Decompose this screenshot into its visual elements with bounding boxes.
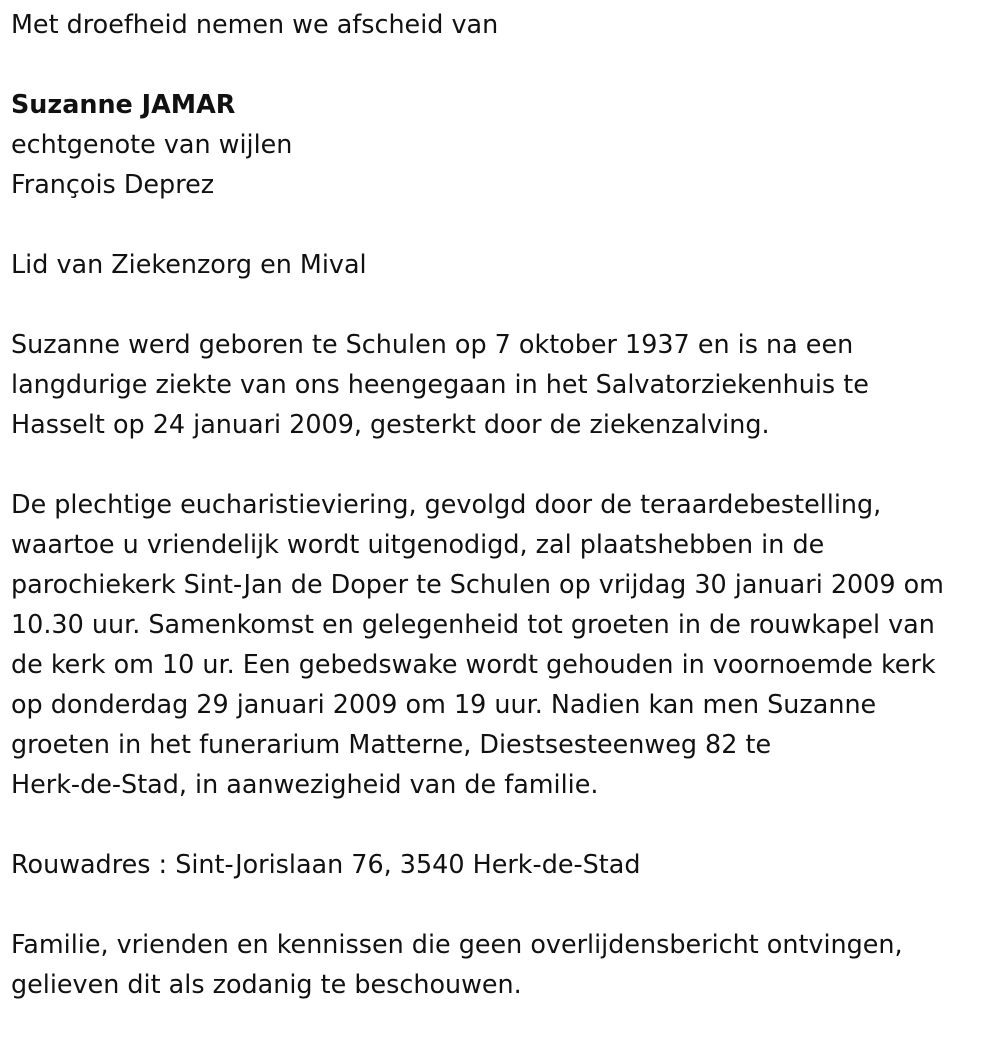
spacer: [11, 205, 996, 245]
ceremony-line: 10.30 uur. Samenkomst en gelegenheid tot groeten in de rouwkapel van: [11, 610, 935, 640]
ceremony-line: groeten in het funerarium Matterne, Diestsesteenweg 82 te: [11, 730, 772, 760]
ceremony-line: waartoe u vriendelijk wordt uitgenodigd, zal plaatshebben in de: [11, 530, 825, 560]
ceremony-line: op donderdag 29 januari 2009 om 19 uur. Nadien kan men Suzanne: [11, 690, 877, 720]
spacer: [11, 445, 996, 485]
closing-paragraph: [11, 925, 996, 1005]
ceremony-line: De plechtige eucharistieviering, gevolgd door de teraardebestelling,: [11, 490, 882, 520]
spacer: [11, 805, 996, 845]
ceremony-line: de kerk om 10 ur. Een gebedswake wordt gehouden in voornoemde kerk: [11, 650, 936, 680]
birth-death-line: Suzanne werd geboren te Schulen op 7 oktober 1937 en is na een: [11, 330, 854, 360]
birth-death-line: Hasselt op 24 januari 2009, gesterkt door de ziekenzalving.: [11, 410, 770, 440]
relation-line-1: echtgenote van wijlen: [11, 130, 293, 160]
intro-text: Met droefheid nemen we afscheid van: [11, 10, 499, 40]
closing-line: gelieven dit als zodanig te beschouwen.: [11, 970, 522, 1000]
ceremony-paragraph: [11, 485, 996, 805]
membership-text: Lid van Ziekenzorg en Mival: [11, 250, 367, 280]
spacer: [11, 45, 996, 85]
deceased-name: Suzanne JAMAR: [11, 90, 236, 120]
closing-line: Familie, vrienden en kennissen die geen overlijdensbericht ontvingen,: [11, 930, 903, 960]
birth-death-line: langdurige ziekte van ons heengegaan in het Salvatorziekenhuis te: [11, 370, 869, 400]
spacer: [11, 885, 996, 925]
ceremony-line: parochiekerk Sint-Jan de Doper te Schulen op vrijdag 30 januari 2009 om: [11, 570, 944, 600]
birth-death-paragraph: [11, 325, 996, 445]
death-notice: [11, 5, 996, 1005]
ceremony-line: Herk-de-Stad, in aanwezigheid van de familie.: [11, 770, 599, 800]
spacer: [11, 285, 996, 325]
relation-line-2: François Deprez: [11, 170, 215, 200]
mourning-address: Rouwadres : Sint-Jorislaan 76, 3540 Herk-de-Stad: [11, 850, 641, 880]
